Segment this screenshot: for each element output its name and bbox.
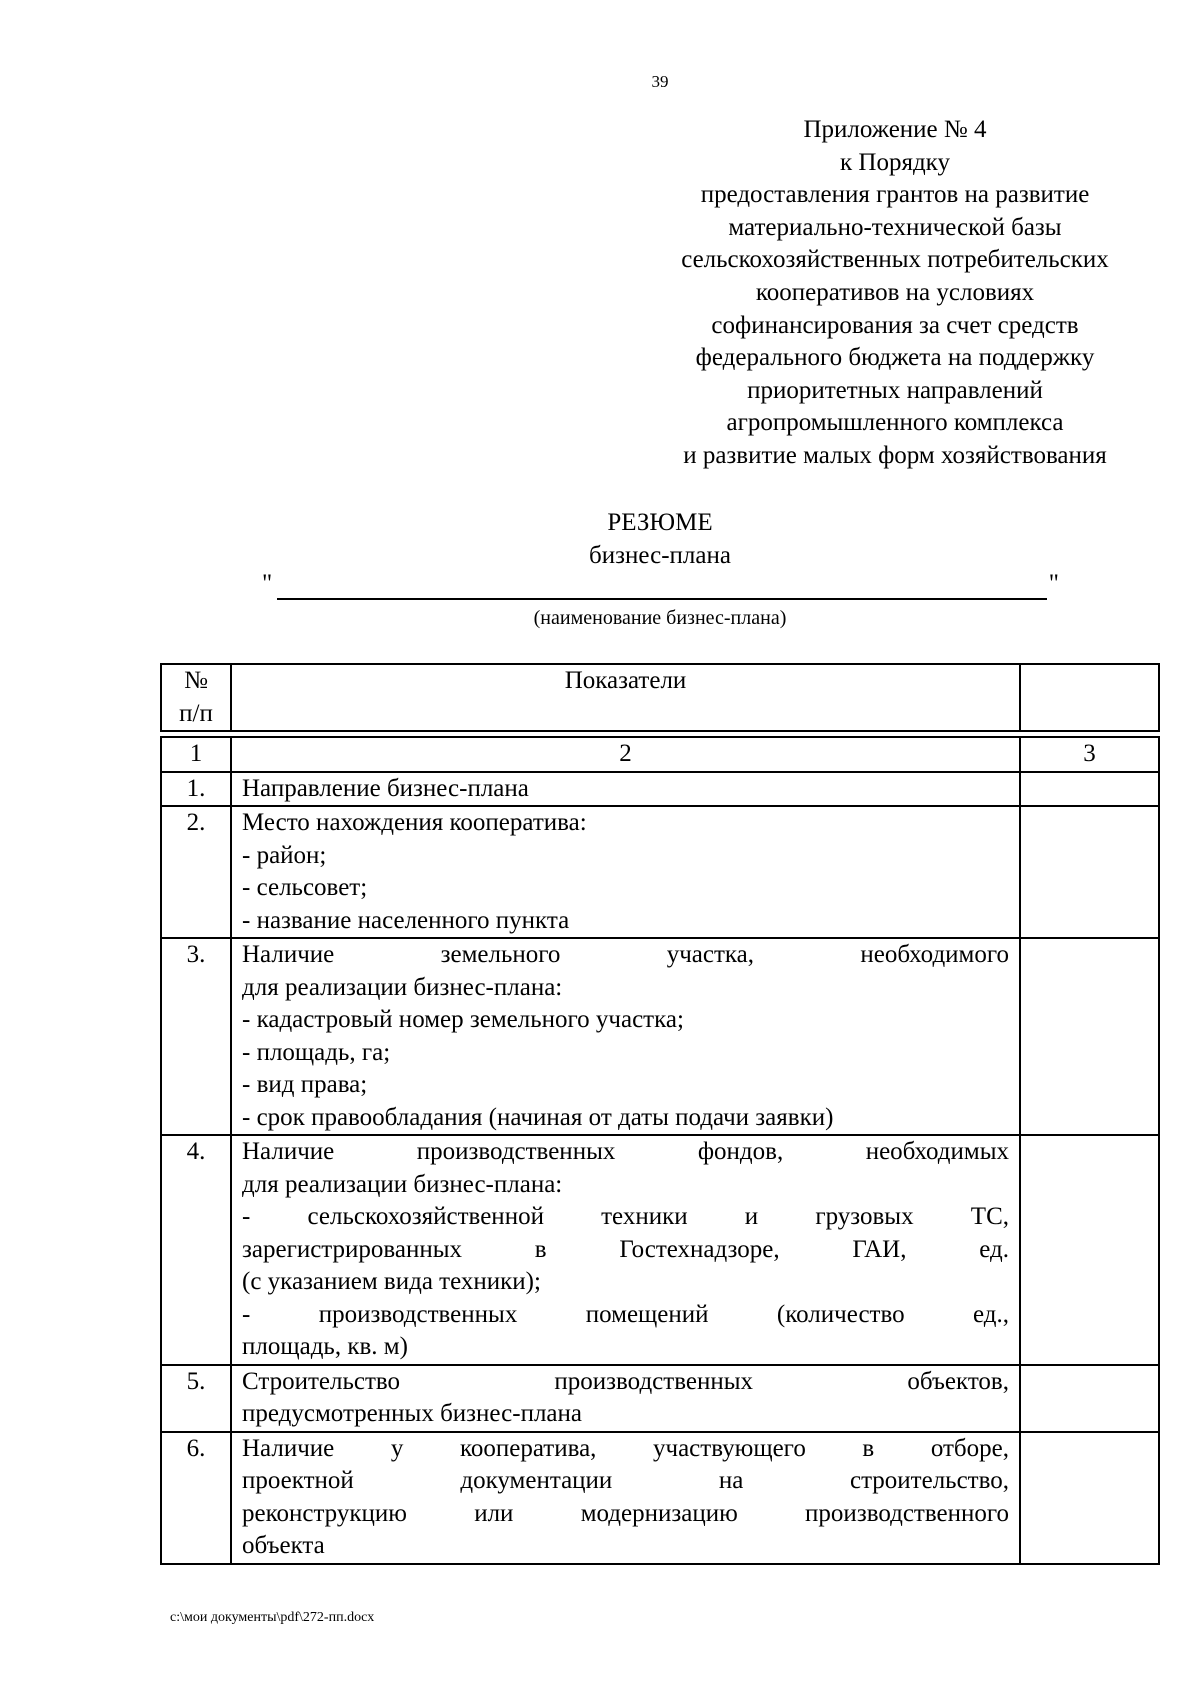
row-text-cell bbox=[231, 772, 1020, 807]
header-value-cell bbox=[1020, 664, 1159, 731]
name-caption: (наименование бизнес-плана) bbox=[533, 607, 787, 629]
row-text-line: Строительство производственных объектов, bbox=[242, 1367, 1009, 1395]
row-text-cell bbox=[231, 938, 1020, 1135]
row-text-line: зарегистрированных в Гостехнадзоре, ГАИ, ед. bbox=[242, 1235, 1009, 1263]
title-sub: бизнес-плана bbox=[589, 542, 731, 569]
row-text-line: - район; bbox=[242, 841, 327, 869]
appendix-line: софинансирования за счет средств bbox=[711, 311, 1079, 339]
row-text-line: - сельсовет; bbox=[242, 874, 368, 901]
row-text-cell bbox=[231, 1432, 1020, 1564]
row-number-cell: 4. bbox=[161, 1135, 231, 1365]
appendix-line: предоставления грантов на развитие bbox=[700, 181, 1090, 209]
column-number-cell: 1 bbox=[161, 737, 231, 772]
column-number-cell: 3 bbox=[1020, 737, 1159, 772]
row-text-line: для реализации бизнес-плана: bbox=[242, 973, 563, 1001]
table-header-row bbox=[161, 664, 1159, 731]
page-number: 39 bbox=[651, 72, 669, 91]
row-text-line: объекта bbox=[242, 1532, 325, 1559]
name-underline bbox=[277, 598, 1047, 600]
row-text-line: Наличие земельного участка, необходимого bbox=[242, 941, 1009, 968]
row-number-cell: 6. bbox=[161, 1432, 231, 1564]
quote-open: " bbox=[262, 570, 273, 597]
appendix-line: приоритетных направлений bbox=[747, 376, 1043, 404]
row-value-cell bbox=[1020, 1135, 1159, 1365]
appendix-line: сельскохозяйственных потребительских bbox=[681, 246, 1109, 274]
row-text-line: - вид права; bbox=[242, 1071, 368, 1098]
title-main: РЕЗЮМЕ bbox=[607, 509, 713, 536]
row-text-line: Место нахождения кооператива: bbox=[242, 809, 587, 836]
row-text-line: - сельскохозяйственной техники и грузовых ТС, bbox=[242, 1203, 1009, 1230]
table-row bbox=[161, 938, 1159, 1135]
table-row bbox=[161, 1135, 1159, 1365]
row-value-cell bbox=[1020, 1365, 1159, 1432]
row-text-line: (с указанием вида техники); bbox=[242, 1268, 541, 1295]
quote-close: " bbox=[1048, 570, 1059, 597]
column-number-cell: 2 bbox=[231, 737, 1020, 772]
header-num-cell bbox=[161, 664, 231, 731]
row-text-line: - производственных помещений (количество ед., bbox=[242, 1300, 1009, 1328]
header-num-line2: п/п bbox=[179, 699, 213, 727]
appendix-line: материально-технической базы bbox=[728, 213, 1062, 241]
row-number-cell: 3. bbox=[161, 938, 231, 1135]
appendix-line: кооперативов на условиях bbox=[755, 278, 1035, 306]
appendix-header bbox=[630, 114, 1160, 473]
header-num-line1: № bbox=[184, 667, 208, 694]
appendix-line: Приложение № 4 bbox=[803, 116, 987, 143]
document-title bbox=[0, 506, 1200, 572]
row-text-line: - название населенного пункта bbox=[242, 906, 570, 934]
column-number-row bbox=[161, 737, 1159, 772]
summary-table-wrapper bbox=[160, 663, 1158, 1565]
appendix-line: к Порядку bbox=[840, 148, 950, 176]
row-text-line: Наличие у кооператива, участвующего в отборе, bbox=[242, 1434, 1009, 1462]
row-text-line: предусмотренных бизнес-плана bbox=[242, 1400, 583, 1427]
row-text-line: - площадь, га; bbox=[242, 1038, 391, 1066]
row-value-cell bbox=[1020, 938, 1159, 1135]
row-number-cell: 2. bbox=[161, 806, 231, 938]
header-indicators-cell: Показатели bbox=[231, 664, 1020, 731]
row-text-line: - кадастровый номер земельного участка; bbox=[242, 1006, 684, 1033]
appendix-line: федерального бюджета на поддержку bbox=[695, 344, 1095, 372]
table-row bbox=[161, 806, 1159, 938]
row-text-cell bbox=[231, 1135, 1020, 1365]
row-value-cell bbox=[1020, 1432, 1159, 1564]
row-text-cell bbox=[231, 806, 1020, 938]
appendix-line: и развитие малых форм хозяйствования bbox=[683, 441, 1107, 469]
row-value-cell bbox=[1020, 806, 1159, 938]
row-text-line: проектной документации на строительство, bbox=[242, 1467, 1009, 1494]
summary-table bbox=[160, 663, 1160, 1565]
appendix-line: агропромышленного комплекса bbox=[726, 409, 1064, 437]
row-number-cell: 5. bbox=[161, 1365, 231, 1432]
table-row bbox=[161, 1432, 1159, 1564]
row-text-line: для реализации бизнес-плана: bbox=[242, 1170, 563, 1198]
business-plan-name-field bbox=[262, 572, 1059, 600]
row-number-cell: 1. bbox=[161, 772, 231, 807]
row-text-line: Направление бизнес-плана bbox=[242, 774, 529, 802]
row-text-line: Наличие производственных фондов, необходимых bbox=[242, 1138, 1009, 1165]
file-path-footer: c:\мои документы\pdf\272-пп.docx bbox=[170, 1610, 375, 1625]
row-value-cell bbox=[1020, 772, 1159, 807]
table-row bbox=[161, 1365, 1159, 1432]
row-text-line: площадь, кв. м) bbox=[242, 1333, 408, 1360]
table-row bbox=[161, 772, 1159, 807]
row-text-cell bbox=[231, 1365, 1020, 1432]
row-text-line: - срок правообладания (начиная от даты подачи заявки) bbox=[242, 1103, 834, 1131]
row-text-line: реконструкцию или модернизацию производственного bbox=[242, 1499, 1009, 1527]
